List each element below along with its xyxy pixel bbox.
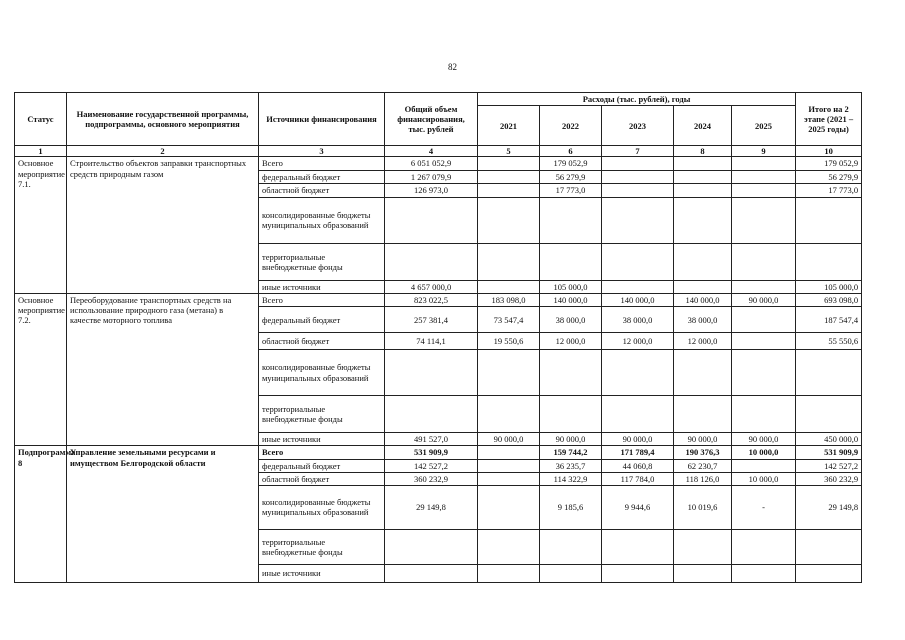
year-cell-2024: 38 000,0 [674, 307, 732, 333]
year-cell-2025 [732, 183, 796, 197]
year-cell-2022: 159 744,2 [540, 446, 602, 459]
source-cell: Всего [259, 293, 385, 306]
year-cell-2023 [602, 564, 674, 582]
year-cell-2023: 171 789,4 [602, 446, 674, 459]
year-cell-2023 [602, 396, 674, 433]
year-cell-2025 [732, 529, 796, 564]
year-cell-2023: 38 000,0 [602, 307, 674, 333]
header-sources: Источники финансирования [259, 93, 385, 146]
year-cell-2021 [478, 396, 540, 433]
header-expenses: Расходы (тыс. рублей), годы [478, 93, 796, 106]
source-cell: территориальные внебюджетные фонды [259, 396, 385, 433]
column-index: 4 [385, 146, 478, 157]
total-cell [385, 243, 478, 280]
source-cell: федеральный бюджет [259, 307, 385, 333]
stage-total-cell: 142 527,2 [796, 459, 862, 472]
year-cell-2023: 117 784,0 [602, 472, 674, 485]
year-cell-2024 [674, 197, 732, 243]
year-cell-2021 [478, 197, 540, 243]
source-cell: консолидированные бюджеты муниципальных образований [259, 197, 385, 243]
year-cell-2024: 62 230,7 [674, 459, 732, 472]
year-cell-2025 [732, 333, 796, 350]
row-status: Основное мероприятие 7.2. [15, 293, 67, 445]
stage-total-cell: 105 000,0 [796, 280, 862, 293]
year-cell-2023 [602, 197, 674, 243]
year-cell-2024 [674, 396, 732, 433]
total-cell: 4 657 000,0 [385, 280, 478, 293]
source-cell: иные источники [259, 433, 385, 446]
header-name: Наименование государственной программы, подпрограммы, основного мероприятия [67, 93, 259, 146]
year-cell-2025: 90 000,0 [732, 293, 796, 306]
year-cell-2021 [478, 170, 540, 183]
stage-total-cell: 187 547,4 [796, 307, 862, 333]
year-cell-2024 [674, 183, 732, 197]
year-cell-2022 [540, 350, 602, 396]
header-year-2021: 2021 [478, 106, 540, 146]
year-cell-2023 [602, 170, 674, 183]
year-cell-2022 [540, 396, 602, 433]
stage-total-cell [796, 243, 862, 280]
year-cell-2022 [540, 564, 602, 582]
year-cell-2025: 10 000,0 [732, 446, 796, 459]
year-cell-2025: - [732, 485, 796, 529]
year-cell-2021 [478, 350, 540, 396]
year-cell-2022: 12 000,0 [540, 333, 602, 350]
year-cell-2023 [602, 243, 674, 280]
year-cell-2023: 44 060,8 [602, 459, 674, 472]
year-cell-2024: 118 126,0 [674, 472, 732, 485]
stage-total-cell [796, 529, 862, 564]
year-cell-2024 [674, 350, 732, 396]
year-cell-2024 [674, 170, 732, 183]
year-cell-2022: 90 000,0 [540, 433, 602, 446]
year-cell-2025: 90 000,0 [732, 433, 796, 446]
year-cell-2022: 36 235,7 [540, 459, 602, 472]
table-row [15, 446, 862, 459]
year-cell-2022: 179 052,9 [540, 157, 602, 170]
page-number: 82 [448, 62, 457, 72]
stage-total-cell: 360 232,9 [796, 472, 862, 485]
year-cell-2023: 9 944,6 [602, 485, 674, 529]
total-cell [385, 197, 478, 243]
source-cell: Всего [259, 446, 385, 459]
total-cell [385, 350, 478, 396]
year-cell-2025 [732, 396, 796, 433]
year-cell-2023: 90 000,0 [602, 433, 674, 446]
column-index: 2 [67, 146, 259, 157]
year-cell-2021 [478, 183, 540, 197]
year-cell-2025 [732, 280, 796, 293]
year-cell-2021 [478, 446, 540, 459]
year-cell-2021 [478, 243, 540, 280]
column-index-row [15, 146, 862, 157]
column-index: 5 [478, 146, 540, 157]
stage-total-cell [796, 350, 862, 396]
year-cell-2024: 190 376,3 [674, 446, 732, 459]
table-row [15, 157, 862, 170]
stage-total-cell: 17 773,0 [796, 183, 862, 197]
header-year-2022: 2022 [540, 106, 602, 146]
year-cell-2025 [732, 197, 796, 243]
year-cell-2023 [602, 529, 674, 564]
column-index: 8 [674, 146, 732, 157]
total-cell: 126 973,0 [385, 183, 478, 197]
total-cell: 257 381,4 [385, 307, 478, 333]
stage-total-cell [796, 396, 862, 433]
source-cell: федеральный бюджет [259, 170, 385, 183]
year-cell-2024 [674, 564, 732, 582]
stage-total-cell: 179 052,9 [796, 157, 862, 170]
column-index: 10 [796, 146, 862, 157]
header-year-2023: 2023 [602, 106, 674, 146]
year-cell-2022: 140 000,0 [540, 293, 602, 306]
year-cell-2022 [540, 243, 602, 280]
total-cell: 360 232,9 [385, 472, 478, 485]
year-cell-2024 [674, 529, 732, 564]
stage-total-cell: 56 279,9 [796, 170, 862, 183]
total-cell: 1 267 079,9 [385, 170, 478, 183]
year-cell-2025 [732, 307, 796, 333]
source-cell: федеральный бюджет [259, 459, 385, 472]
year-cell-2023 [602, 183, 674, 197]
year-cell-2023: 12 000,0 [602, 333, 674, 350]
total-cell [385, 529, 478, 564]
year-cell-2022: 17 773,0 [540, 183, 602, 197]
row-name: Строительство объектов заправки транспортных средств природным газом [67, 157, 259, 294]
source-cell: Всего [259, 157, 385, 170]
year-cell-2024 [674, 280, 732, 293]
budget-table-body [15, 157, 862, 583]
year-cell-2021 [478, 280, 540, 293]
row-status: Подпрограмма 8 [15, 446, 67, 583]
stage-total-cell [796, 564, 862, 582]
year-cell-2021 [478, 459, 540, 472]
year-cell-2025 [732, 170, 796, 183]
year-cell-2021 [478, 564, 540, 582]
total-cell [385, 396, 478, 433]
header-total: Общий объем финансирования, тыс. рублей [385, 93, 478, 146]
year-cell-2024: 90 000,0 [674, 433, 732, 446]
year-cell-2025 [732, 564, 796, 582]
year-cell-2025 [732, 243, 796, 280]
total-cell: 29 149,8 [385, 485, 478, 529]
year-cell-2022 [540, 197, 602, 243]
year-cell-2022: 56 279,9 [540, 170, 602, 183]
source-cell: иные источники [259, 564, 385, 582]
total-cell [385, 564, 478, 582]
year-cell-2021 [478, 529, 540, 564]
total-cell: 6 051 052,9 [385, 157, 478, 170]
source-cell: областной бюджет [259, 472, 385, 485]
source-cell: иные источники [259, 280, 385, 293]
year-cell-2022: 114 322,9 [540, 472, 602, 485]
total-cell: 142 527,2 [385, 459, 478, 472]
stage-total-cell [796, 197, 862, 243]
table-row [15, 293, 862, 306]
year-cell-2024: 140 000,0 [674, 293, 732, 306]
year-cell-2022: 105 000,0 [540, 280, 602, 293]
column-index: 6 [540, 146, 602, 157]
year-cell-2021: 90 000,0 [478, 433, 540, 446]
year-cell-2023 [602, 157, 674, 170]
year-cell-2021: 183 098,0 [478, 293, 540, 306]
year-cell-2024: 10 019,6 [674, 485, 732, 529]
source-cell: консолидированные бюджеты муниципальных образований [259, 485, 385, 529]
year-cell-2023 [602, 350, 674, 396]
year-cell-2025: 10 000,0 [732, 472, 796, 485]
row-status: Основное мероприятие 7.1. [15, 157, 67, 294]
year-cell-2024 [674, 157, 732, 170]
stage-total-cell: 531 909,9 [796, 446, 862, 459]
budget-table [14, 92, 862, 583]
total-cell: 823 022,5 [385, 293, 478, 306]
year-cell-2021: 73 547,4 [478, 307, 540, 333]
year-cell-2021 [478, 485, 540, 529]
year-cell-2022: 9 185,6 [540, 485, 602, 529]
source-cell: территориальные внебюджетные фонды [259, 529, 385, 564]
year-cell-2021 [478, 157, 540, 170]
header-status: Статус [15, 93, 67, 146]
year-cell-2022 [540, 529, 602, 564]
year-cell-2024 [674, 243, 732, 280]
row-name: Управление земельными ресурсами и имуществом Белгородской области [67, 446, 259, 583]
year-cell-2024: 12 000,0 [674, 333, 732, 350]
year-cell-2025 [732, 157, 796, 170]
column-index: 1 [15, 146, 67, 157]
source-cell: территориальные внебюджетные фонды [259, 243, 385, 280]
year-cell-2025 [732, 459, 796, 472]
total-cell: 531 909,9 [385, 446, 478, 459]
source-cell: областной бюджет [259, 183, 385, 197]
column-index: 7 [602, 146, 674, 157]
source-cell: областной бюджет [259, 333, 385, 350]
year-cell-2023: 140 000,0 [602, 293, 674, 306]
total-cell: 491 527,0 [385, 433, 478, 446]
year-cell-2025 [732, 350, 796, 396]
column-index: 9 [732, 146, 796, 157]
total-cell: 74 114,1 [385, 333, 478, 350]
stage-total-cell: 29 149,8 [796, 485, 862, 529]
year-cell-2022: 38 000,0 [540, 307, 602, 333]
stage-total-cell: 55 550,6 [796, 333, 862, 350]
year-cell-2021 [478, 472, 540, 485]
header-stage-total: Итого на 2 этапе (2021 – 2025 годы) [796, 93, 862, 146]
source-cell: консолидированные бюджеты муниципальных образований [259, 350, 385, 396]
column-index: 3 [259, 146, 385, 157]
header-year-2025: 2025 [732, 106, 796, 146]
header-year-2024: 2024 [674, 106, 732, 146]
row-name: Переоборудование транспортных средств на использование природного газа (метана) в качестве моторного топлива [67, 293, 259, 445]
stage-total-cell: 450 000,0 [796, 433, 862, 446]
stage-total-cell: 693 098,0 [796, 293, 862, 306]
year-cell-2023 [602, 280, 674, 293]
year-cell-2021: 19 550,6 [478, 333, 540, 350]
